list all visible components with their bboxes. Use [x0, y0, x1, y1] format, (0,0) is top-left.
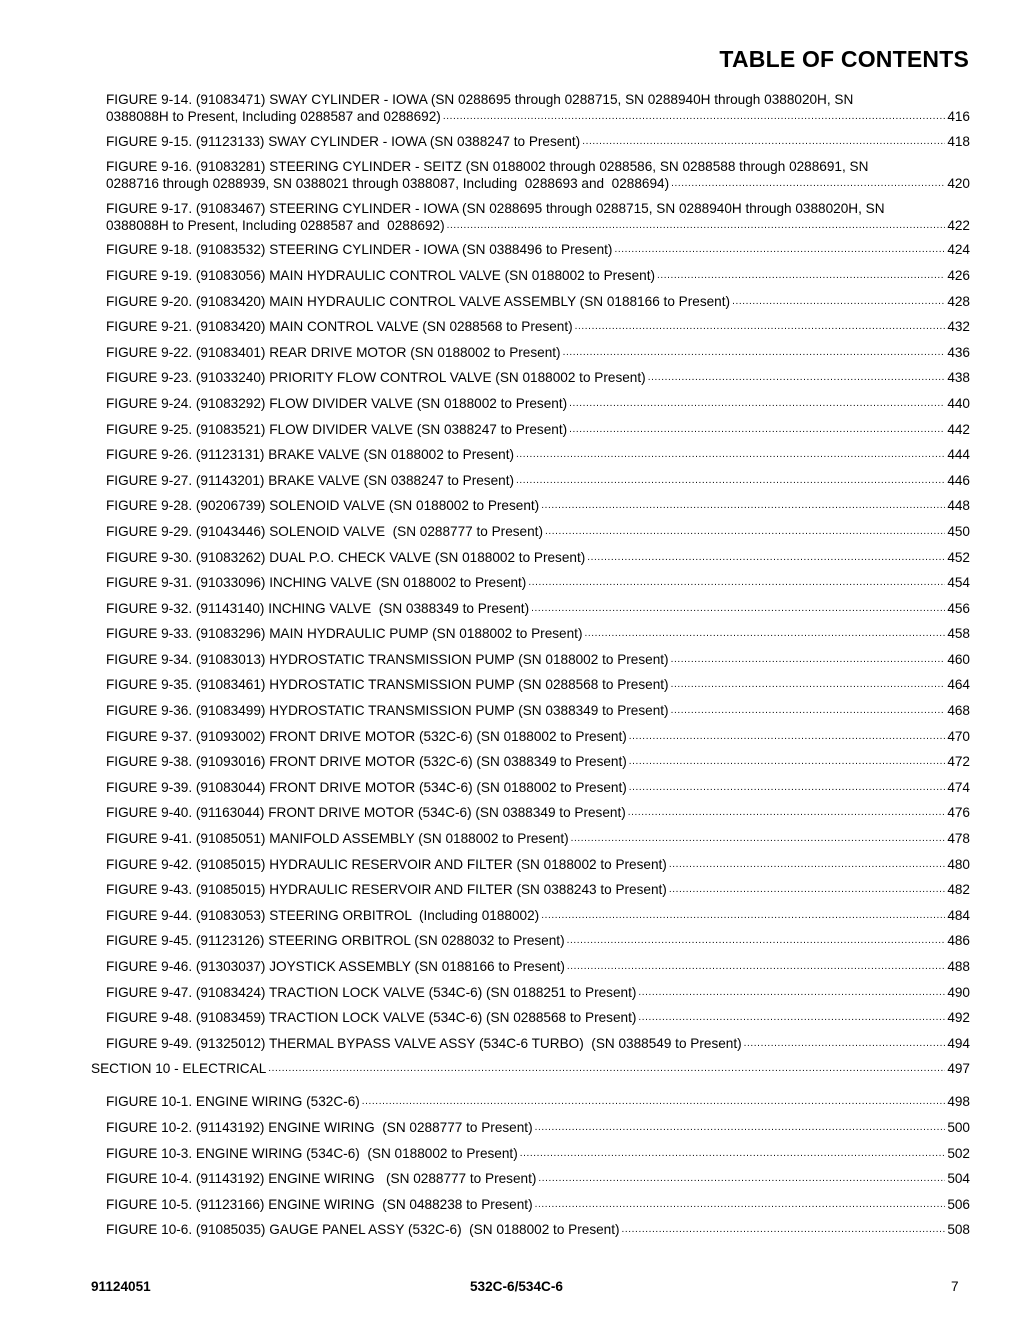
toc-entry-title: FIGURE 10-3. ENGINE WIRING (534C-6) (SN 0188002 to Present): [106, 1145, 518, 1161]
toc-entry[interactable]: [106, 676, 970, 693]
toc-entry[interactable]: [106, 241, 970, 258]
toc-entry-title: FIGURE 9-30. (91083262) DUAL P.O. CHECK VALVE (SN 0188002 to Present): [106, 549, 586, 565]
toc-entry[interactable]: [106, 523, 970, 540]
toc-entry[interactable]: [106, 830, 970, 847]
toc-entry-title: FIGURE 10-1. ENGINE WIRING (532C-6): [106, 1094, 360, 1110]
toc-entry[interactable]: [106, 1196, 970, 1213]
dot-leader: [362, 1097, 946, 1107]
toc-entry-title: FIGURE 9-38. (91093016) FRONT DRIVE MOTOR (532C-6) (SN 0388349 to Present): [106, 754, 627, 770]
toc-entry-title: FIGURE 9-19. (91083056) MAIN HYDRAULIC CONTROL VALVE (SN 0188002 to Present): [106, 267, 655, 283]
dot-leader: [587, 553, 945, 563]
toc-entry-page-number: 500: [947, 1119, 970, 1135]
toc-entry[interactable]: [106, 446, 970, 463]
toc-entry[interactable]: [106, 369, 970, 386]
toc-entry-page-number: 456: [947, 600, 970, 616]
toc-entry[interactable]: [106, 472, 970, 489]
toc-entry-title: FIGURE 9-42. (91085015) HYDRAULIC RESERVOIR AND FILTER (SN 0188002 to Present): [106, 856, 667, 872]
toc-entry-page-number: 490: [947, 984, 970, 1000]
toc-entry-title: FIGURE 10-5. (91123166) ENGINE WIRING (SN 0488238 to Present): [106, 1196, 533, 1212]
page-title: TABLE OF CONTENTS: [719, 46, 969, 72]
dot-leader: [443, 112, 945, 122]
toc-entry[interactable]: [106, 267, 970, 284]
dot-leader: [732, 297, 945, 307]
toc-entry-title: FIGURE 9-24. (91083292) FLOW DIVIDER VALVE (SN 0188002 to Present): [106, 395, 568, 411]
dot-leader: [622, 1225, 946, 1235]
dot-leader: [528, 578, 945, 588]
toc-entry-title-line1: FIGURE 9-16. (91083281) STEERING CYLINDER - SEITZ (SN 0188002 through 0288586, SN 0288588 through 0288691, SN: [106, 159, 869, 175]
toc-entry[interactable]: [106, 702, 970, 719]
toc-entry-title: FIGURE 9-33. (91083296) MAIN HYDRAULIC PUMP (SN 0188002 to Present): [106, 626, 583, 642]
toc-entry-title: FIGURE 9-26. (91123131) BRAKE VALVE (SN 0188002 to Present): [106, 447, 515, 463]
toc-entry-page-number: 506: [947, 1196, 970, 1212]
dot-leader: [648, 373, 946, 383]
toc-section-entry[interactable]: [91, 1060, 970, 1077]
toc-entry-title: SECTION 10 - ELECTRICAL: [91, 1061, 267, 1077]
toc-entry[interactable]: [106, 625, 970, 642]
dot-leader: [535, 1123, 946, 1133]
dot-leader: [614, 245, 945, 255]
toc-entry-title: FIGURE 9-27. (91143201) BRAKE VALVE (SN 0388247 to Present): [106, 472, 515, 488]
dot-leader: [575, 322, 946, 332]
toc-entry[interactable]: [106, 651, 970, 668]
toc-entry-title: FIGURE 9-21. (91083420) MAIN CONTROL VALVE (SN 0288568 to Present): [106, 319, 573, 335]
toc-entry[interactable]: [106, 907, 970, 924]
dot-leader: [744, 1039, 946, 1049]
toc-entry-page-number: 446: [947, 472, 970, 488]
toc-entry[interactable]: [106, 600, 970, 617]
toc-entry-page-number: 436: [947, 344, 970, 360]
toc-entry-page-number: 454: [947, 575, 970, 591]
toc-entry-title: FIGURE 9-35. (91083461) HYDROSTATIC TRANSMISSION PUMP (SN 0288568 to Present): [106, 677, 669, 693]
dot-leader: [569, 425, 945, 435]
dot-leader: [671, 680, 946, 690]
toc-entry-page-number: 458: [947, 626, 970, 642]
toc-entry[interactable]: [106, 1145, 970, 1162]
toc-entry[interactable]: [106, 958, 970, 975]
dot-leader: [638, 988, 945, 998]
toc-entry-page-number: 492: [947, 1010, 970, 1026]
dot-leader: [545, 527, 945, 537]
dot-leader: [671, 655, 946, 665]
toc-entry-title: FIGURE 9-22. (91083401) REAR DRIVE MOTOR (SN 0188002 to Present): [106, 344, 561, 360]
toc-entry-title: FIGURE 9-49. (91325012) THERMAL BYPASS VALVE ASSY (534C-6 TURBO) (SN 0388549 to Present): [106, 1035, 742, 1051]
toc-entry[interactable]: [106, 753, 970, 770]
dot-leader: [584, 629, 945, 639]
toc-entry[interactable]: [106, 344, 970, 361]
toc-entry-title: FIGURE 9-41. (91085051) MANIFOLD ASSEMBLY (SN 0188002 to Present): [106, 831, 569, 847]
toc-entry-page-number: 482: [947, 882, 970, 898]
toc-entry-page-number: 452: [947, 549, 970, 565]
dot-leader: [447, 221, 946, 231]
toc-entry[interactable]: [106, 574, 970, 591]
toc-entry-title: FIGURE 9-44. (91083053) STEERING ORBITROL (Including 0188002): [106, 907, 540, 923]
dot-leader: [541, 911, 945, 921]
toc-entry-page-number: 468: [947, 703, 970, 719]
toc-entry-page-number: 424: [947, 242, 970, 258]
toc-entry[interactable]: [106, 421, 970, 438]
toc-entry-title: FIGURE 10-6. (91085035) GAUGE PANEL ASSY (532C-6) (SN 0188002 to Present): [106, 1222, 620, 1238]
dot-leader: [629, 757, 946, 767]
dot-leader: [541, 501, 945, 511]
dot-leader: [538, 1174, 945, 1184]
toc-entry[interactable]: [106, 1035, 970, 1052]
dot-leader: [520, 1149, 946, 1159]
toc-entry-page-number: 508: [947, 1222, 970, 1238]
toc-entry-page-number: 432: [947, 319, 970, 335]
toc-entry-page-number: 498: [947, 1094, 970, 1110]
toc-entry-title: FIGURE 9-39. (91083044) FRONT DRIVE MOTOR (534C-6) (SN 0188002 to Present): [106, 779, 627, 795]
dot-leader: [268, 1064, 945, 1074]
toc-entry-title: FIGURE 9-15. (91123133) SWAY CYLINDER - IOWA (SN 0388247 to Present): [106, 133, 581, 149]
dot-leader: [629, 783, 946, 793]
toc-entry-title: FIGURE 9-48. (91083459) TRACTION LOCK VALVE (534C-6) (SN 0288568 to Present): [106, 1010, 637, 1026]
dot-leader: [571, 834, 946, 844]
toc-entry[interactable]: [106, 293, 970, 310]
dot-leader: [671, 706, 946, 716]
toc-entry-title-line1: FIGURE 9-14. (91083471) SWAY CYLINDER - IOWA (SN 0288695 through 0288715, SN 0288940H through 0388020H, SN: [106, 92, 854, 107]
dot-leader: [669, 885, 945, 895]
toc-entry-page-number: 484: [947, 907, 970, 923]
toc-entry-page-number: 488: [947, 959, 970, 974]
toc-entry-page-number: 504: [947, 1171, 970, 1187]
toc-entry[interactable]: [106, 200, 970, 234]
toc-entry[interactable]: [106, 133, 970, 150]
toc-entry[interactable]: [106, 728, 970, 745]
toc-entry[interactable]: [106, 318, 970, 335]
toc-entry-page-number: 442: [947, 421, 970, 437]
toc-entry[interactable]: [106, 1119, 970, 1136]
footer-page-number: 7: [951, 1279, 959, 1294]
toc-entry-title: FIGURE 9-40. (91163044) FRONT DRIVE MOTOR (534C-6) (SN 0388349 to Present): [106, 805, 626, 821]
toc-entry[interactable]: [106, 549, 970, 566]
toc-entry-title: FIGURE 10-2. (91143192) ENGINE WIRING (SN 0288777 to Present): [106, 1119, 533, 1135]
dot-leader: [569, 399, 945, 409]
dot-leader: [516, 450, 945, 460]
toc-entry[interactable]: [106, 395, 970, 412]
toc-entry-title: FIGURE 9-29. (91043446) SOLENOID VALVE (SN 0288777 to Present): [106, 523, 543, 539]
toc-entry[interactable]: [106, 158, 970, 192]
toc-entry-title: FIGURE 9-32. (91143140) INCHING VALVE (SN 0388349 to Present): [106, 600, 530, 616]
toc-entry[interactable]: [106, 1221, 970, 1238]
toc-entry-title: FIGURE 9-28. (90206739) SOLENOID VALVE (SN 0188002 to Present): [106, 498, 540, 514]
toc-entry-title: FIGURE 9-20. (91083420) MAIN HYDRAULIC CONTROL VALVE ASSEMBLY (SN 0188166 to Present): [106, 293, 731, 309]
toc-list: [0, 91, 1024, 1247]
toc-entry-page-number: 497: [947, 1061, 970, 1077]
toc-entry-page-number: 474: [947, 779, 970, 795]
toc-entry-page-number: 416: [947, 109, 970, 124]
dot-leader: [669, 860, 945, 870]
dot-leader: [657, 271, 945, 281]
dot-leader: [531, 604, 945, 614]
toc-entry-page-number: 418: [947, 133, 970, 149]
dot-leader: [516, 476, 945, 486]
footer-model: 532C-6/534C-6: [470, 1279, 563, 1294]
toc-entry-title: FIGURE 9-23. (91033240) PRIORITY FLOW CONTROL VALVE (SN 0188002 to Present): [106, 370, 646, 386]
toc-entry[interactable]: [106, 1009, 970, 1026]
toc-entry-title: 0388088H to Present, Including 0288587 and 0288692): [106, 217, 445, 233]
toc-entry-page-number: 448: [947, 498, 970, 514]
dot-leader: [629, 732, 946, 742]
dot-leader: [563, 348, 946, 358]
toc-entry-title: FIGURE 9-31. (91033096) INCHING VALVE (SN 0188002 to Present): [106, 575, 527, 591]
toc-entry-page-number: 422: [947, 217, 970, 233]
toc-entry-page-number: 478: [947, 831, 970, 847]
toc-entry[interactable]: [106, 984, 970, 1001]
toc-entry-page-number: 480: [947, 856, 970, 872]
toc-entry-title: 0388088H to Present, Including 0288587 and 0288692): [106, 109, 441, 124]
toc-entry-title: FIGURE 9-46. (91303037) JOYSTICK ASSEMBLY (SN 0188166 to Present): [106, 959, 565, 974]
toc-entry-page-number: 444: [947, 447, 970, 463]
toc-entry-page-number: 472: [947, 754, 970, 770]
toc-entry-title-line1: FIGURE 9-17. (91083467) STEERING CYLINDER - IOWA (SN 0288695 through 0288715, SN 0288940H through 0388020H, SN: [106, 200, 885, 216]
toc-entry-title: FIGURE 9-47. (91083424) TRACTION LOCK VALVE (534C-6) (SN 0188251 to Present): [106, 984, 637, 1000]
toc-entry-title: 0288716 through 0288939, SN 0388021 through 0388087, Including 0288693 and 0288694): [106, 176, 670, 192]
dot-leader: [628, 808, 946, 818]
toc-entry-title: FIGURE 9-43. (91085015) HYDRAULIC RESERVOIR AND FILTER (SN 0388243 to Present): [106, 882, 667, 898]
toc-entry[interactable]: [106, 779, 970, 796]
toc-entry[interactable]: [106, 1093, 970, 1110]
toc-entry-title: FIGURE 9-37. (91093002) FRONT DRIVE MOTOR (532C-6) (SN 0188002 to Present): [106, 728, 627, 744]
toc-entry[interactable]: [106, 881, 970, 898]
toc-entry-page-number: 464: [947, 677, 970, 693]
toc-entry[interactable]: [106, 804, 970, 821]
toc-entry-title: FIGURE 9-45. (91123126) STEERING ORBITROL (SN 0288032 to Present): [106, 933, 565, 949]
toc-entry-title: FIGURE 9-36. (91083499) HYDROSTATIC TRANSMISSION PUMP (SN 0388349 to Present): [106, 703, 669, 719]
dot-leader: [582, 137, 945, 147]
dot-leader: [567, 936, 946, 946]
toc-entry[interactable]: [106, 1170, 970, 1187]
toc-entry-title: FIGURE 9-25. (91083521) FLOW DIVIDER VALVE (SN 0388247 to Present): [106, 421, 568, 437]
dot-leader: [638, 1013, 945, 1023]
toc-entry-page-number: 450: [947, 523, 970, 539]
toc-entry-title: FIGURE 9-18. (91083532) STEERING CYLINDER - IOWA (SN 0388496 to Present): [106, 242, 613, 258]
toc-entry[interactable]: [106, 932, 970, 949]
dot-leader: [567, 962, 945, 972]
toc-entry-title: FIGURE 9-34. (91083013) HYDROSTATIC TRANSMISSION PUMP (SN 0188002 to Present): [106, 651, 669, 667]
toc-entry-title: FIGURE 10-4. (91143192) ENGINE WIRING (SN 0288777 to Present): [106, 1171, 537, 1187]
toc-entry-page-number: 426: [947, 267, 970, 283]
toc-entry-page-number: 440: [947, 395, 970, 411]
toc-entry-page-number: 438: [947, 370, 970, 386]
toc-entry[interactable]: [106, 497, 970, 514]
dot-leader: [671, 179, 945, 189]
toc-entry-page-number: 494: [947, 1035, 970, 1051]
dot-leader: [535, 1200, 946, 1210]
toc-entry[interactable]: [106, 856, 970, 873]
toc-entry-page-number: 476: [947, 805, 970, 821]
toc-entry-page-number: 470: [947, 728, 970, 744]
toc-entry[interactable]: [106, 91, 970, 125]
toc-entry-page-number: 428: [947, 293, 970, 309]
toc-entry-page-number: 460: [947, 651, 970, 667]
toc-entry-page-number: 420: [947, 176, 970, 192]
toc-entry-page-number: 502: [947, 1145, 970, 1161]
toc-entry-page-number: 486: [947, 933, 970, 949]
footer-doc-id: 91124051: [91, 1279, 151, 1294]
